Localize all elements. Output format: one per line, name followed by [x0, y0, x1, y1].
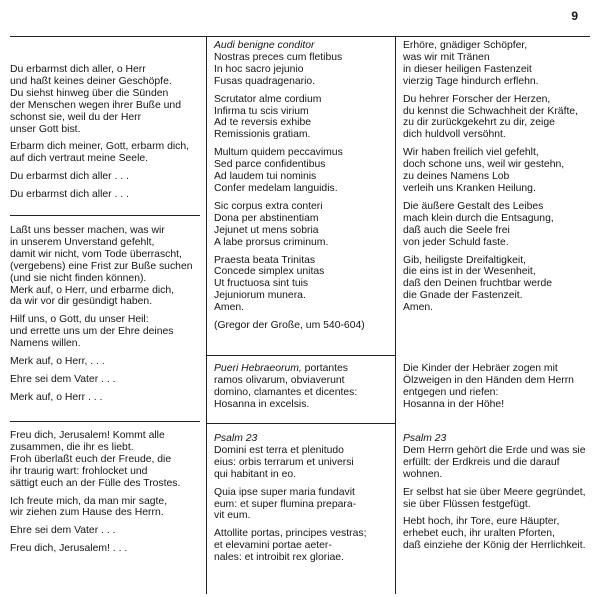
antiphon-block-3: [10, 430, 200, 561]
antiphon-latin-block: [214, 363, 388, 417]
text-paragraph: Scrutator alme cordium Infirma tu scis virium Ad te reversis exhibe Remissionis gratiam.: [214, 93, 322, 141]
psalm-title: Psalm 23: [403, 433, 447, 444]
text-paragraph: Hilf uns, o Gott, du unser Heil: und errette uns um der Ehre deines Namens willen.: [10, 314, 174, 350]
psalm-title: Psalm 23: [214, 433, 258, 444]
column-german-right: [403, 37, 590, 594]
column-divider-right: [395, 37, 396, 594]
text-paragraph: [214, 363, 388, 411]
text-paragraph: Dem Herrn gehört die Erde und was sie erfüllt: der Erdkreis und die darauf wohnen.: [403, 444, 586, 480]
antiphon-block-1: [10, 64, 200, 207]
antiphon-title: Pueri Hebraeorum,: [214, 363, 302, 374]
antiphon-block-2: [10, 225, 200, 410]
section-divider: [206, 423, 395, 424]
text-paragraph: Erhöre, gnädiger Schöpfer, was wir mit Tränen in dieser heiligen Fastenzeit vierzig Tage hindurch erflehn.: [403, 40, 539, 87]
text-paragraph: Attollite portas, principes vestras; et elevamini portae aeter- nales: et introibit rex gloriae.: [214, 528, 367, 564]
text-paragraph: Du hehrer Forscher der Herzen, du kennst die Schwachheit der Kräfte, zu dir zurückgekehrt zu dir, zeige dich huldvoll versöhnt.: [403, 93, 579, 141]
text-paragraph: Praesta beata Trinitas Concede simplex unitas Ut fructuosa sint tuis Jejuniorum munera. Amen.: [214, 254, 325, 314]
text-paragraph: Gib, heiligste Dreifaltigkeit, die eins ist in der Wesenheit, daß den Deinen fruchtbar werde die Gnade der Fastenzeit. Amen.: [403, 254, 553, 314]
text-paragraph: Ehre sei dem Vater . . .: [10, 525, 116, 537]
column-latin: [214, 37, 388, 594]
column-german-left: [10, 37, 200, 594]
text-paragraph: Die äußere Gestalt des Leibes mach klein durch die Entsagung, daß auch die Seele frei von jeder Schuld faste.: [403, 200, 554, 248]
text-paragraph: Ich freute mich, da man mir sagte, wir ziehen zum Hause des Herrn.: [10, 495, 168, 519]
text-paragraph: Du erbarmst dich aller . . .: [10, 171, 129, 183]
text-paragraph: Freu dich, Jerusalem! . . .: [10, 543, 128, 555]
text-paragraph: Quia ipse super maria fundavit eum: et super flumina prepara- vit eum.: [214, 486, 357, 522]
text-paragraph: Multum quidem peccavimus Sed parce confidentibus Ad laudem tui nominis Confer medelam languidis.: [214, 147, 343, 194]
psalm-latin-block: [214, 433, 388, 570]
page-number: 9: [571, 9, 578, 23]
text-paragraph: Wir haben freilich viel gefehlt, doch schone uns, weil wir gestehn, zu deines Namens Lob verleih uns Kranken Heilung.: [403, 147, 565, 194]
text-paragraph: Die Kinder der Hebräer zogen mit Ölzweigen in den Händen dem Herrn entgegen und riefen: Hosanna in der Höhe!: [403, 363, 574, 410]
psalm-german-block: [403, 433, 590, 558]
text-paragraph: Freu dich, Jerusalem! Kommt alle zusammen, die ihr es liebt. Froh überlaßt euch der Freude, die ihr traurig wart: frohlocket und sättigt euch an der Fülle des Trostes.: [10, 430, 181, 489]
text-paragraph: Erbarm dich meiner, Gott, erbarm dich, auf dich vertraut meine Seele.: [10, 141, 190, 165]
antiphon-german-block: [403, 363, 590, 417]
section-divider: [206, 355, 395, 356]
column-divider-left: [206, 37, 207, 594]
hymn-german-block: [403, 40, 590, 320]
text-paragraph: Du erbarmst dich aller . . .: [10, 189, 129, 201]
text-paragraph: Du erbarmst dich aller, o Herr und haßt keines deiner Geschöpfe. Du siehst hinweg über die Sünden der Menschen wegen ihrer Buße und schonst sie, weil du der Herr unser Gott bist.: [10, 64, 181, 135]
text-paragraph: Nostras preces cum fletibus In hoc sacro jejunio Fusas quadragenario.: [214, 51, 343, 87]
hymn-latin-block: [214, 40, 388, 338]
booklet-text-grid: [10, 36, 590, 594]
text-paragraph: Ehre sei dem Vater . . .: [10, 373, 116, 385]
text-paragraph: Sic corpus extra conteri Dona per abstinentiam Jejunet ut mens sobria A labe prorsus criminum.: [214, 200, 329, 248]
text-paragraph: Merk auf, o Herr, . . .: [10, 356, 105, 368]
section-divider: [10, 421, 200, 422]
text-paragraph: Hebt hoch, ihr Tore, eure Häupter, erhebet euch, ihr uralten Pforten, daß einziehe der König der Herrlichkeit.: [403, 516, 586, 552]
text-paragraph: Laßt uns besser machen, was wir in unserem Unverstand gefehlt, damit wir nicht, vom Tode überrascht, (vergebens) eine Frist zur Buße suchen (und sie nicht finden können). Merk auf, o Herr, und erbarme dich, da wir vor dir gesündigt haben.: [10, 225, 193, 308]
text-paragraph: Domini est terra et plenitudo eius: orbis terrarum et universi qui habitant in eo.: [214, 444, 354, 480]
antiphon-text: portantes ramos olivarum, obviaverunt domino, clamantes et dicentes: Hosanna in excelsis.: [214, 363, 358, 410]
section-divider: [10, 215, 200, 216]
hymn-attribution: (Gregor der Große, um 540-604): [214, 320, 365, 332]
text-paragraph: Merk auf, o Herr . . .: [10, 391, 103, 403]
text-paragraph: Er selbst hat sie über Meere gegründet, sie über Flüssen festgefügt.: [403, 486, 586, 510]
hymn-title: Audi benigne conditor: [214, 40, 315, 51]
